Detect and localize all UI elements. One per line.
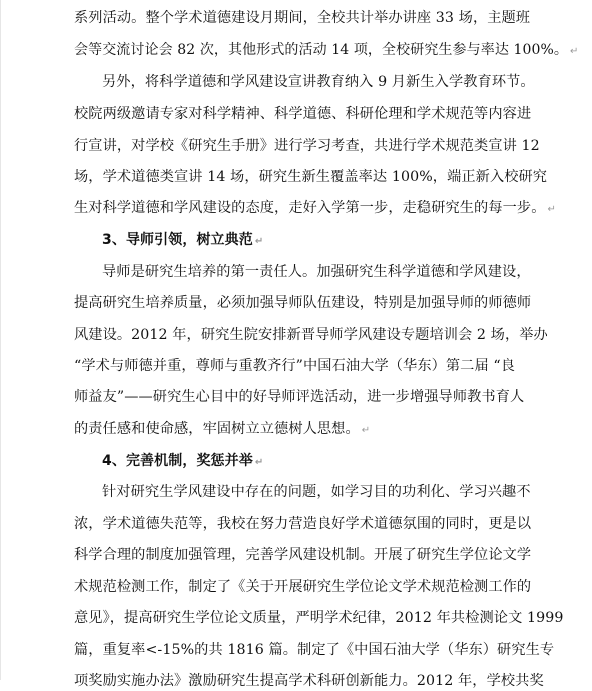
text-line: 另外，将科学道德和学风建设宣讲教育纳入 9 月新生入学教育环节。 — [102, 74, 535, 90]
text-line: 系列活动。整个学术道德建设月期间，全校共计举办讲座 33 场，主题班 — [74, 10, 531, 26]
paragraph-mark-icon: ↵ — [254, 236, 264, 247]
text-line: 场，学术道德类宣讲 14 场，研究生新生覆盖率达 100%，端正新入校研究 — [74, 169, 548, 185]
text-line: 针对研究生学风建设中存在的问题，如学习目的功利化、学习兴趣不 — [102, 484, 531, 500]
text-line: 术规范检测工作，制定了《关于开展研究生学位论文学术规范检测工作的 — [74, 579, 532, 595]
section-heading: 4、完善机制，奖惩并举 ↵ — [102, 453, 264, 469]
paragraph-mark-icon: ↵ — [254, 457, 264, 468]
paragraph-mark-icon: ↵ — [570, 46, 579, 57]
paragraph-mark-icon: ↵ — [361, 425, 371, 436]
paragraph-mark-icon: ↵ — [547, 204, 556, 215]
text-line: 导师是研究生培养的第一责任人。加强研究生科学道德和学风建设， — [102, 264, 531, 280]
text-line: 篇，重复率<-15%的共 1816 篇。制定了《中国石油大学（华东）研究生专 — [74, 642, 555, 658]
text-line: 意见》，提高研究生学位论文质量，严明学术纪律，2012 年共检测论文 1999 — [74, 610, 564, 626]
text-line: “学术与师德并重，尊师与重教齐行”中国石油大学（华东）第二届 “良 — [74, 358, 516, 374]
text-line: 行宣讲，对学校《研究生手册》进行学习考查，共进行学术规范类宣讲 12 — [74, 138, 540, 154]
text-line: 生对科学道德和学风建设的态度，走好入学第一步，走稳研究生的每一步。 ↵ — [74, 200, 556, 216]
section-heading: 3、导师引领，树立典范 ↵ — [102, 232, 264, 248]
text-line: 科学合理的制度加强管理，完善学风建设机制。开展了研究生学位论文学 — [74, 547, 532, 563]
text-line: 浓，学术道德失范等，我校在努力营造良好学术道德氛围的同时，更是以 — [74, 516, 532, 532]
page-edge-divider — [0, 0, 1, 680]
text-line: 项奖励实施办法》激励研究生提高学术科研创新能力。2012 年，学校共奖 — [74, 673, 544, 689]
text-line: 会等交流讨论会 82 次，其他形式的活动 14 项，全校研究生参与率达 100%。 ↵ — [74, 42, 579, 58]
text-line: 师益友”——研究生心目中的好导师评选活动，进一步增强导师教书育人 — [74, 389, 525, 405]
text-line: 提高研究生培养质量，必须加强导师队伍建设，特别是加强导师的师德师 — [74, 295, 532, 311]
text-line: 校院两级邀请专家对科学精神、科学道德、科研伦理和学术规范等内容进 — [74, 106, 532, 122]
text-line: 的责任感和使命感，牢固树立立德树人思想。 ↵ — [74, 421, 371, 437]
text-line: 风建设。2012 年，研究生院安排新晋导师学风建设专题培训会 2 场，举办 — [74, 327, 548, 343]
